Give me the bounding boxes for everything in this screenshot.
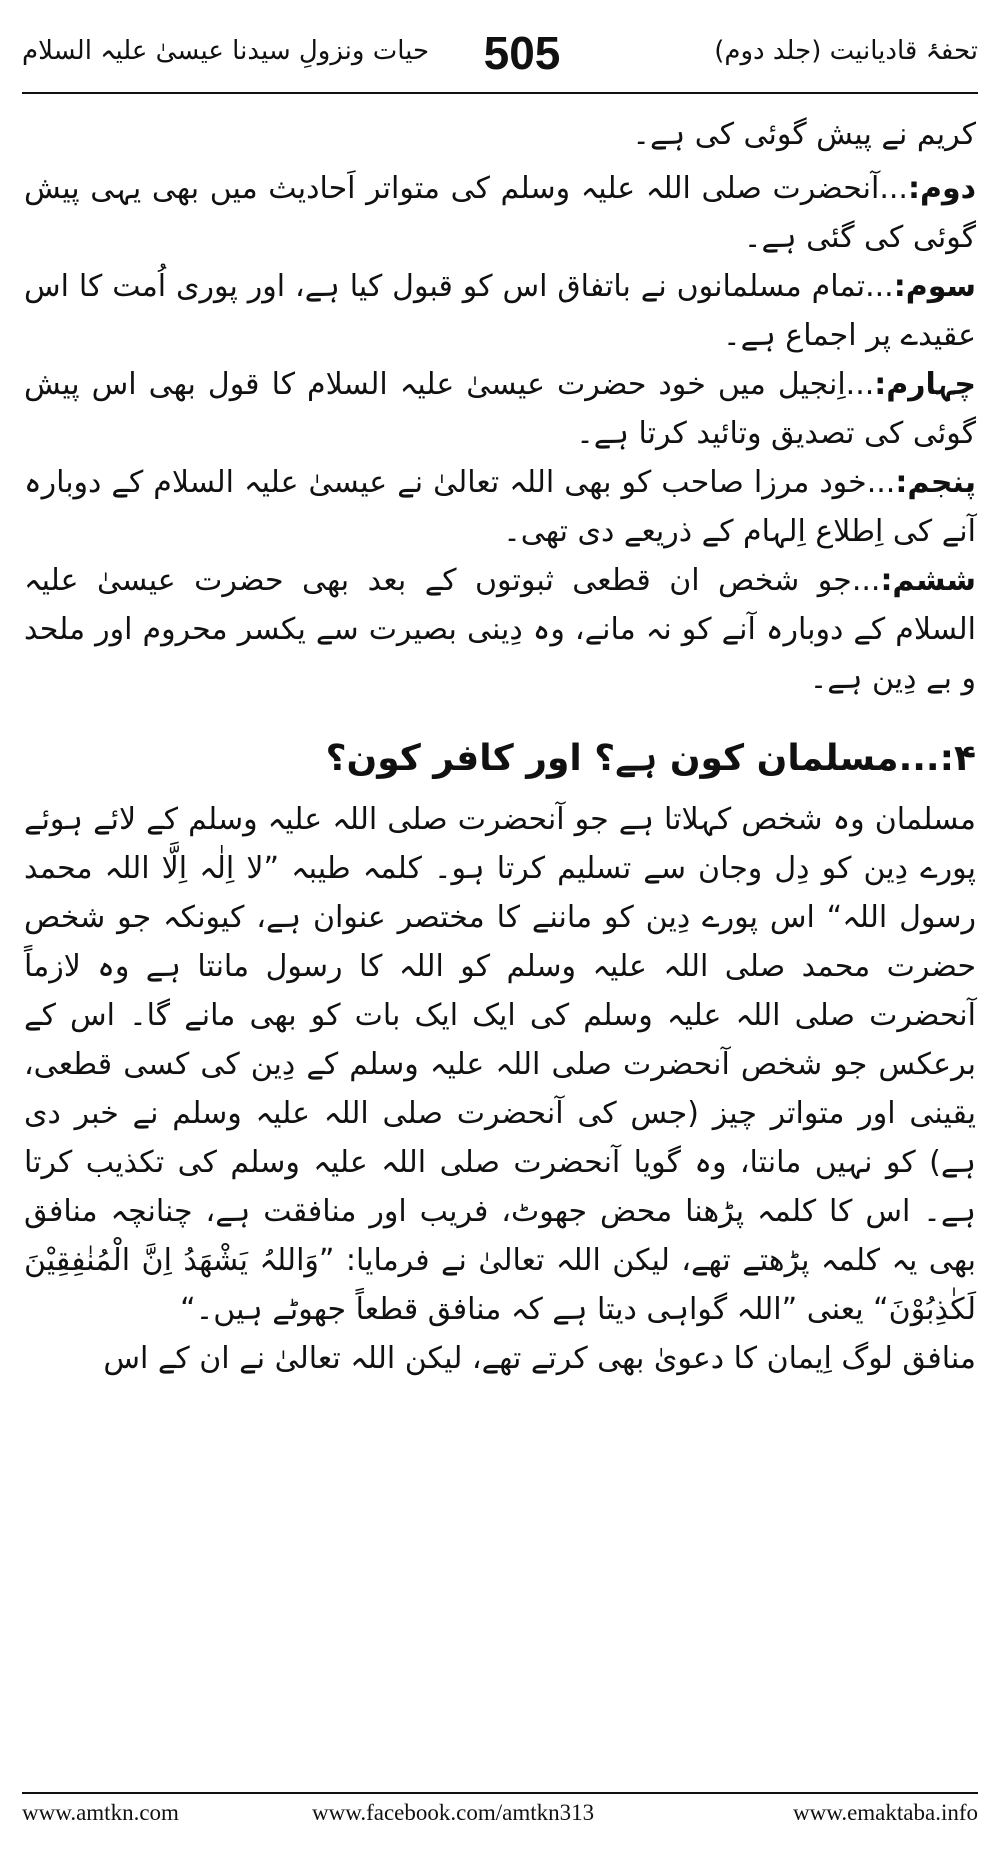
paragraph-2 — [24, 164, 976, 262]
book-title: تحفۂ قادیانیت (جلد دوم) — [714, 36, 978, 66]
paragraph-text: کریم نے پیش گوئی کی ہے۔ — [632, 116, 976, 152]
paragraph-5 — [24, 458, 976, 556]
paragraph-text: ...اِنجیل میں خود حضرت عیسیٰ علیہ السلام کا قول بھی اس پیش گوئی کی تصدیق وتائید کرتا ہے۔ — [24, 367, 976, 451]
section-heading: ۴:...مسلمان کون ہے؟ اور کافر کون؟ — [325, 738, 976, 779]
footer-rule — [22, 1792, 978, 1794]
page-header — [22, 28, 978, 90]
paragraph-3 — [24, 262, 976, 360]
paragraph-text: ...آنحضرت صلی اللہ علیہ وسلم کی متواتر اَحادیث میں بھی یہی پیش گوئی کی گئی ہے۔ — [24, 171, 976, 255]
page-number: 505 — [483, 27, 561, 79]
paragraph-label: سوم: — [893, 269, 976, 304]
paragraph-label: چہارم: — [874, 367, 976, 402]
section-paragraph-text: منافق لوگ اِیمان کا دعویٰ بھی کرتے تھے، لیکن اللہ تعالیٰ نے ان کے اس — [103, 1341, 976, 1376]
page-body — [24, 104, 976, 1784]
header-rule — [22, 92, 978, 94]
paragraph-label: پنجم: — [895, 465, 976, 500]
paragraph-label: ششم: — [880, 563, 976, 598]
footer-link-amtkn[interactable]: www.amtkn.com — [22, 1800, 179, 1825]
paragraph-text: ...جو شخص ان قطعی ثبوتوں کے بعد بھی حضرت عیسیٰ علیہ السلام کے دوبارہ آنے کو نہ مانے، وہ دِینی بصیرت سے یکسر محروم اور ملحد و بے دِین ہے۔ — [24, 563, 976, 696]
paragraph-text: ...تمام مسلمانوں نے باتفاق اس کو قبول کیا ہے، اور پوری اُمت کا اس عقیدے پر اجماع ہے۔ — [24, 269, 976, 353]
section-paragraph-2 — [24, 1334, 976, 1430]
section-paragraph-1 — [24, 795, 976, 1334]
paragraph-1 — [24, 104, 976, 164]
section-paragraph-text: مسلمان وہ شخص کہلاتا ہے جو آنحضرت صلی اللہ علیہ وسلم کے لائے ہوئے پورے دِین کو دِل وجان سے تسلیم کرتا ہو۔ کلمہ طیبہ ”لا اِلٰہ اِلَّا اللہ محمد رسول اللہ“ اس پورے دِین کو ماننے کا مختصر عنوان ہے، کیونکہ جو شخص حضرت محمد صلی اللہ علیہ وسلم کو اللہ کا رسول مانتا ہے وہ لازماً آنحضرت صلی اللہ علیہ وسلم کی ایک ایک بات کو بھی مانے گا۔ اس کے برعکس جو شخص آنحضرت صلی اللہ علیہ وسلم کے دِین کی کسی قطعی، یقینی اور متواتر چیز (جس کی آنحضرت صلی اللہ علیہ وسلم نے خبر دی ہے) کو نہیں مانتا، وہ گویا آنحضرت صلی اللہ علیہ وسلم کی تکذیب کرتا ہے۔ اس کا کلمہ پڑھنا محض جھوٹ، فریب اور منافقت ہے، چنانچہ منافق بھی یہ کلمہ پڑھتے تھے، لیکن اللہ تعالیٰ نے فرمایا: ”وَاللہُ یَشْھَدُ اِنَّ الْمُنٰفِقِیْنَ لَکٰذِبُوْنَ“ یعنی ”اللہ گواہی دیتا ہے کہ منافق قطعاً جھوٹے ہیں۔“ — [24, 802, 977, 1327]
page-footer — [22, 1800, 978, 1834]
footer-link-emaktaba[interactable]: www.emaktaba.info — [793, 1800, 978, 1825]
footer-link-facebook[interactable]: www.facebook.com/amtkn313 — [312, 1800, 595, 1825]
paragraph-text: ...خود مرزا صاحب کو بھی اللہ تعالیٰ نے عیسیٰ علیہ السلام کے دوبارہ آنے کی اِطلاع اِلہام کے ذریعے دی تھی۔ — [24, 465, 976, 549]
paragraph-4 — [24, 360, 976, 458]
chapter-title: حیات ونزولِ سیدنا عیسیٰ علیہ السلام — [22, 36, 430, 66]
paragraph-label: دوم: — [907, 171, 976, 206]
paragraph-6 — [24, 556, 976, 703]
